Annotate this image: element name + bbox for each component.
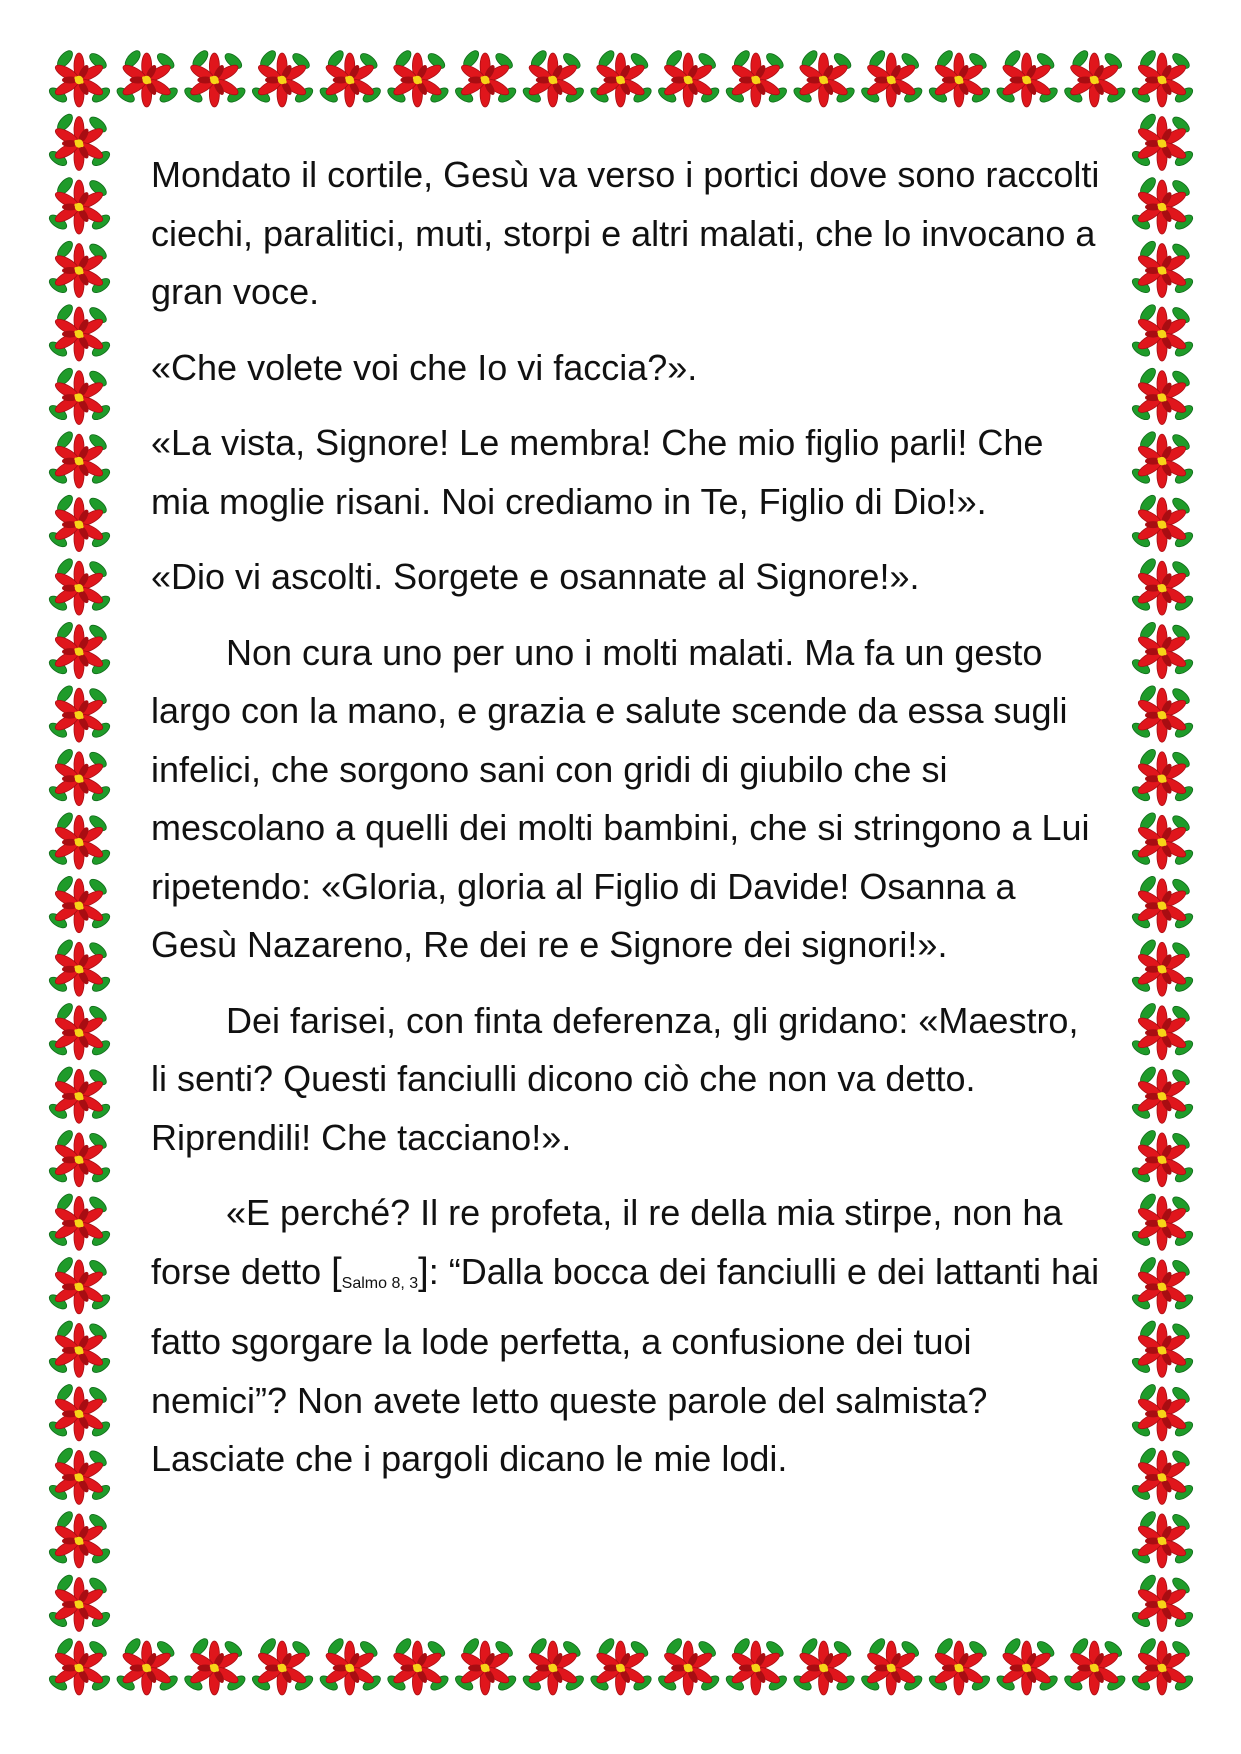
poinsettia-icon	[47, 620, 112, 679]
paragraph-7-after: : “Dalla bocca dei fanciulli e dei lattanti hai fatto sgorgare la lode perfetta, a confusione dei tuoi nemici”? Non avete letto queste parole del salmista? Lasciate che i pargoli dicano le mie lodi.	[151, 1250, 1100, 1479]
poinsettia-icon	[859, 48, 924, 107]
poinsettia-icon	[1130, 1573, 1195, 1632]
poinsettia-icon	[1130, 302, 1195, 361]
poinsettia-icon	[47, 302, 112, 361]
poinsettia-icon	[1130, 937, 1195, 996]
poinsettia-icon	[47, 112, 112, 171]
poinsettia-icon	[1130, 874, 1195, 933]
poinsettia-icon	[47, 239, 112, 298]
poinsettia-icon	[1130, 556, 1195, 615]
poinsettia-icon	[47, 874, 112, 933]
poinsettia-icon	[1130, 1001, 1195, 1060]
paragraph-7-before: «E perché? Il re profeta, il re della mia stirpe, non ha forse detto	[151, 1192, 1063, 1292]
poinsettia-icon	[1062, 1636, 1127, 1695]
poinsettia-icon	[1130, 1128, 1195, 1187]
poinsettia-icon	[521, 48, 586, 107]
poinsettia-icon	[1130, 1255, 1195, 1314]
paragraph-5: Non cura uno per uno i molti malati. Ma fa un gesto largo con la mano, e grazia e salute scende da essa sugli infelici, che sorgono sani con gridi di giubilo che si mescolano a quelli dei molti bambini, che si stringono a Lui ripetendo: «Gloria, gloria al Figlio di Davide! Osanna a Gesù Nazareno, Re dei re e Signore dei signori!».	[151, 631, 1090, 965]
poinsettia-icon	[47, 1382, 112, 1441]
paragraph-3: «La vista, Signore! Le membra! Che mio figlio parli! Che mia moglie risani. Noi crediamo in Te, Figlio di Dio!».	[151, 422, 1044, 522]
poinsettia-icon	[859, 1636, 924, 1695]
poinsettia-icon	[318, 48, 383, 107]
reference-close-bracket: ]	[418, 1250, 429, 1293]
poinsettia-icon	[318, 1636, 383, 1695]
poinsettia-icon	[47, 1064, 112, 1123]
poinsettia-icon	[1130, 1191, 1195, 1250]
poinsettia-icon	[115, 1636, 180, 1695]
poinsettia-icon	[182, 1636, 247, 1695]
poinsettia-icon	[47, 683, 112, 742]
poinsettia-icon	[927, 1636, 992, 1695]
poinsettia-icon	[656, 48, 721, 107]
poinsettia-icon	[47, 429, 112, 488]
poinsettia-icon	[47, 810, 112, 869]
poinsettia-icon	[47, 1636, 112, 1695]
paragraph-2: «Che volete voi che Io vi faccia?».	[151, 346, 698, 388]
poinsettia-icon	[47, 1446, 112, 1505]
poinsettia-icon	[724, 1636, 789, 1695]
poinsettia-icon	[47, 1001, 112, 1060]
poinsettia-icon	[724, 48, 789, 107]
poinsettia-icon	[385, 48, 450, 107]
poinsettia-icon	[588, 48, 653, 107]
poinsettia-icon	[1130, 366, 1195, 425]
poinsettia-icon	[995, 1636, 1060, 1695]
poinsettia-icon	[1062, 48, 1127, 107]
poinsettia-icon	[453, 48, 518, 107]
poinsettia-icon	[1130, 1509, 1195, 1568]
poinsettia-icon	[588, 1636, 653, 1695]
poinsettia-icon	[250, 1636, 315, 1695]
poinsettia-icon	[47, 1255, 112, 1314]
poinsettia-icon	[1130, 175, 1195, 234]
poinsettia-icon	[1130, 1446, 1195, 1505]
poinsettia-icon	[792, 48, 857, 107]
poinsettia-icon	[1130, 1382, 1195, 1441]
poinsettia-icon	[1130, 48, 1195, 107]
poinsettia-icon	[47, 1128, 112, 1187]
poinsettia-icon	[47, 48, 112, 107]
paragraph-4: «Dio vi ascolti. Sorgete e osannate al Signore!».	[151, 556, 920, 597]
poinsettia-icon	[1130, 1636, 1195, 1695]
poinsettia-icon	[47, 556, 112, 615]
poinsettia-icon	[1130, 810, 1195, 869]
poinsettia-icon	[1130, 620, 1195, 679]
poinsettia-icon	[47, 1509, 112, 1568]
paragraph-7	[151, 1184, 1101, 1489]
psalm-reference: Salmo 8, 3	[341, 1274, 419, 1292]
poinsettia-icon	[182, 48, 247, 107]
paragraph-6: Dei farisei, con finta deferenza, gli gridano: «Maestro, li senti? Questi fanciulli dicono ciò che non va detto. Riprendili! Che tacciano!».	[151, 999, 1079, 1158]
reference-open-bracket: [	[331, 1250, 342, 1293]
poinsettia-icon	[1130, 493, 1195, 552]
poinsettia-icon	[1130, 112, 1195, 171]
poinsettia-icon	[47, 747, 112, 806]
poinsettia-icon	[1130, 239, 1195, 298]
poinsettia-icon	[47, 1319, 112, 1378]
poinsettia-icon	[1130, 1319, 1195, 1378]
poinsettia-icon	[1130, 1064, 1195, 1123]
poinsettia-icon	[995, 48, 1060, 107]
poinsettia-icon	[47, 493, 112, 552]
poinsettia-icon	[47, 366, 112, 425]
poinsettia-icon	[47, 937, 112, 996]
poinsettia-icon	[927, 48, 992, 107]
page-text	[151, 146, 1101, 1506]
poinsettia-icon	[385, 1636, 450, 1695]
poinsettia-icon	[1130, 429, 1195, 488]
paragraph-1: Mondato il cortile, Gesù va verso i portici dove sono raccolti ciechi, paralitici, muti, storpi e altri malati, che lo invocano a gran voce.	[151, 154, 1100, 312]
poinsettia-icon	[47, 1191, 112, 1250]
poinsettia-icon	[1130, 683, 1195, 742]
poinsettia-icon	[792, 1636, 857, 1695]
poinsettia-icon	[521, 1636, 586, 1695]
poinsettia-icon	[115, 48, 180, 107]
poinsettia-icon	[47, 1573, 112, 1632]
poinsettia-icon	[1130, 747, 1195, 806]
poinsettia-icon	[250, 48, 315, 107]
poinsettia-icon	[47, 175, 112, 234]
poinsettia-icon	[656, 1636, 721, 1695]
poinsettia-icon	[453, 1636, 518, 1695]
